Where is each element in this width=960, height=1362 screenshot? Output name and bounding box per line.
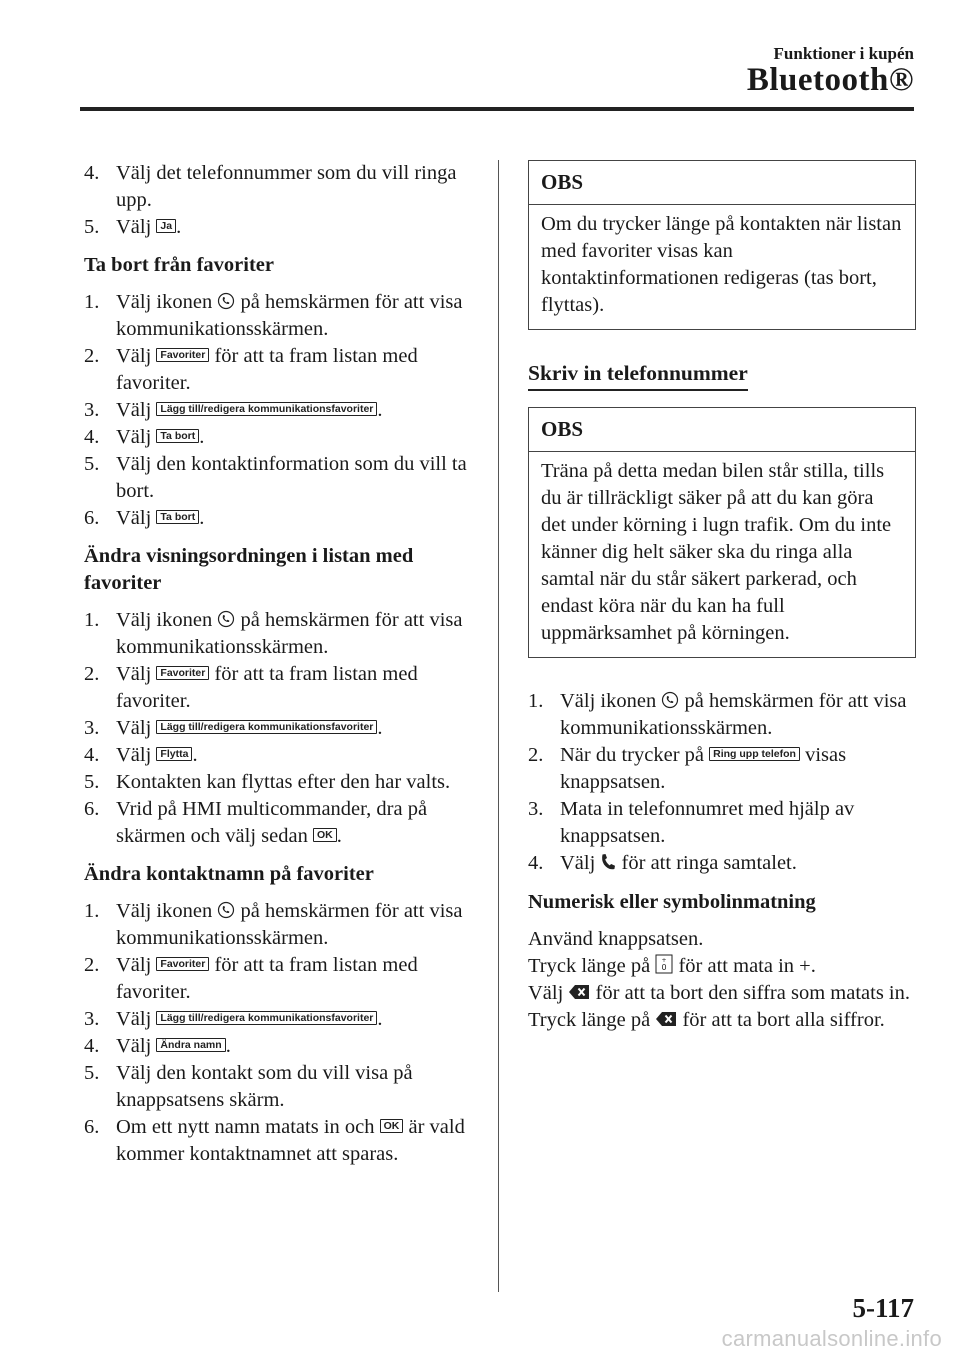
- svg-text:0: 0: [661, 963, 667, 972]
- step-number: 6.: [84, 798, 100, 820]
- step-text: visas knappsatsen.: [560, 744, 847, 793]
- note-text: Träna på detta medan bilen står stilla, tills du är tillräckligt säker på att du kan göra det under körning i lugn trafik. Om du inte känner dig helt säker ska du ringa alla samtal när du står säkert parkerad, och endast köra när du kan ha full uppmärksamhet på körningen.: [541, 460, 892, 644]
- ja-button: Ja: [156, 219, 176, 233]
- step-number: 1.: [528, 690, 544, 712]
- step: [528, 688, 916, 742]
- backspace-icon: [568, 983, 590, 1001]
- step-text: Välj: [116, 744, 152, 766]
- step: [84, 607, 476, 661]
- page-title: Bluetooth®: [746, 62, 914, 98]
- step-text: Välj ikonen: [116, 291, 213, 313]
- phone-circle-icon: [217, 610, 235, 628]
- phone-circle-icon: [217, 901, 235, 919]
- step-text: Välj: [116, 663, 152, 685]
- add-edit-favorites-button: Lägg till/redigera kommunikationsfavoriter: [156, 720, 377, 734]
- note-title: OBS: [529, 161, 915, 205]
- header-rule: [80, 107, 914, 111]
- paragraph: [528, 980, 916, 1007]
- step-number: 2.: [84, 663, 100, 685]
- note-box: [528, 407, 916, 658]
- step-text: på hemskärmen för att visa kommunikationsskärmen.: [116, 291, 463, 340]
- paragraph-text: Tryck länge på: [528, 955, 651, 977]
- step-number: 1.: [84, 609, 100, 631]
- step-text: Välj: [116, 507, 152, 529]
- column-divider: [498, 160, 499, 1292]
- step-number: 4.: [84, 162, 100, 184]
- step-text: När du trycker på: [560, 744, 705, 766]
- step-number: 2.: [528, 744, 544, 766]
- step: [84, 397, 476, 424]
- favoriter-button: Favoriter: [156, 348, 209, 362]
- step-text: Välj: [116, 399, 152, 421]
- watermark: carmanualsonline.info: [721, 1326, 942, 1351]
- step-number: 6.: [84, 507, 100, 529]
- step-text: .: [377, 399, 383, 421]
- favoriter-button: Favoriter: [156, 666, 209, 680]
- step-number: 4.: [84, 744, 100, 766]
- step-text: Välj: [116, 1035, 152, 1057]
- svg-text:+: +: [661, 957, 667, 964]
- step: [84, 424, 476, 451]
- step-text: Välj ikonen: [560, 690, 657, 712]
- step-text: Välj ikonen: [116, 609, 213, 631]
- paragraph-text: Välj: [528, 982, 564, 1004]
- step-text: .: [377, 717, 383, 739]
- section-heading-numeric: Numerisk eller symbolinmatning: [528, 891, 816, 913]
- step: [84, 769, 476, 796]
- step: [84, 715, 476, 742]
- add-edit-favorites-button: Lägg till/redigera kommunikationsfavoriter: [156, 1011, 377, 1025]
- step-number: 5.: [84, 771, 100, 793]
- step: [84, 451, 476, 505]
- paragraph-text: för att mata in +.: [678, 955, 816, 977]
- ok-button: OK: [380, 1119, 404, 1133]
- step-text: Välj: [116, 954, 152, 976]
- step-number: 5.: [84, 453, 100, 475]
- paragraph-text: för att ta bort den siffra som matats in.: [595, 982, 910, 1004]
- step-text: Välj: [116, 1008, 152, 1030]
- step: [84, 160, 476, 214]
- step: [84, 343, 476, 397]
- step-text: för att ringa samtalet.: [621, 852, 797, 874]
- step-text: Vrid på HMI multicommander, dra på skärmen och välj sedan: [116, 798, 428, 847]
- step-text: .: [192, 744, 198, 766]
- paragraph-text: Tryck länge på: [528, 1009, 651, 1031]
- step: [84, 214, 476, 241]
- andra-namn-button: Ändra namn: [156, 1038, 225, 1052]
- section-heading-phone-number: Skriv in telefonnummer: [528, 360, 748, 391]
- step-number: 4.: [84, 426, 100, 448]
- step-text: Välj: [116, 426, 152, 448]
- step-text: för att ta fram listan med favoriter.: [116, 663, 418, 712]
- step-number: 3.: [84, 717, 100, 739]
- step-number: 6.: [84, 1116, 100, 1138]
- step: [84, 952, 476, 1006]
- step-text: på hemskärmen för att visa kommunikationsskärmen.: [560, 690, 907, 739]
- step: [84, 1033, 476, 1060]
- flytta-button: Flytta: [156, 747, 192, 761]
- step-text: på hemskärmen för att visa kommunikationsskärmen.: [116, 900, 463, 949]
- ta-bort-button: Ta bort: [156, 429, 199, 443]
- step: [84, 1060, 476, 1114]
- step-number: 1.: [84, 900, 100, 922]
- paragraph: Använd knappsatsen.: [528, 928, 704, 950]
- step-number: 3.: [84, 399, 100, 421]
- phone-circle-icon: [661, 691, 679, 709]
- note-box: [528, 160, 916, 330]
- ok-button: OK: [313, 828, 337, 842]
- step-number: 5.: [84, 216, 100, 238]
- paragraph: [528, 953, 916, 980]
- paragraph-text: för att ta bort alla siffror.: [682, 1009, 885, 1031]
- step: [84, 796, 476, 850]
- step-number: 1.: [84, 291, 100, 313]
- right-column: [528, 160, 916, 1034]
- add-edit-favorites-button: Lägg till/redigera kommunikationsfavoriter: [156, 402, 377, 416]
- step-number: 3.: [84, 1008, 100, 1030]
- phone-handset-icon: [600, 853, 616, 871]
- step-text: .: [225, 1035, 231, 1057]
- step-text: .: [336, 825, 342, 847]
- step-number: 4.: [528, 852, 544, 874]
- favoriter-button: Favoriter: [156, 957, 209, 971]
- step-text: Välj: [116, 345, 152, 367]
- step-text: är vald kommer kontaktnamnet att sparas.: [116, 1116, 465, 1165]
- step-text: .: [199, 426, 205, 448]
- section-heading-remove: Ta bort från favoriter: [84, 254, 274, 276]
- step-text: Mata in telefonnumret med hjälp av knappsatsen.: [560, 798, 855, 847]
- step-text: Välj den kontakt som du vill visa på knappsatsens skärm.: [116, 1062, 413, 1111]
- step-number: 5.: [84, 1062, 100, 1084]
- section-heading-rename: Ändra kontaktnamn på favoriter: [84, 863, 374, 885]
- step-text: Om ett nytt namn matats in och: [116, 1116, 375, 1138]
- step-text: för att ta fram listan med favoriter.: [116, 954, 418, 1003]
- step-text: Välj: [560, 852, 596, 874]
- step-text: på hemskärmen för att visa kommunikationsskärmen.: [116, 609, 463, 658]
- ring-upp-telefon-button: Ring upp telefon: [709, 747, 800, 761]
- step-text: Välj det telefonnummer som du vill ringa upp.: [116, 162, 457, 211]
- step-text: Välj: [116, 216, 152, 238]
- step: [84, 505, 476, 532]
- step-text: .: [199, 507, 205, 529]
- step-text: Välj ikonen: [116, 900, 213, 922]
- step: [84, 661, 476, 715]
- step-text: .: [176, 216, 182, 238]
- step: [528, 742, 916, 796]
- step-text: Välj den kontaktinformation som du vill ta bort.: [116, 453, 467, 502]
- step: [84, 898, 476, 952]
- step: [84, 289, 476, 343]
- backspace-icon: [655, 1010, 677, 1028]
- zero-plus-key-icon: [655, 954, 673, 974]
- step-text: för att ta fram listan med favoriter.: [116, 345, 418, 394]
- step: [84, 742, 476, 769]
- step: [528, 796, 916, 850]
- step-text: .: [377, 1008, 383, 1030]
- section-heading-order: Ändra visningsordningen i listan med favoriter: [84, 545, 414, 594]
- step-number: 2.: [84, 954, 100, 976]
- section-label: Funktioner i kupén: [773, 44, 914, 63]
- step: [84, 1006, 476, 1033]
- step-number: 3.: [528, 798, 544, 820]
- step-text: Kontakten kan flyttas efter den har valts.: [116, 771, 451, 793]
- ta-bort-button: Ta bort: [156, 510, 199, 524]
- step-text: Välj: [116, 717, 152, 739]
- note-title: OBS: [529, 408, 915, 452]
- step-number: 2.: [84, 345, 100, 367]
- paragraph: [528, 1007, 916, 1034]
- phone-circle-icon: [217, 292, 235, 310]
- note-text: Om du trycker länge på kontakten när listan med favoriter visas kan kontaktinformationen redigeras (tas bort, flyttas).: [541, 213, 902, 316]
- step-number: 4.: [84, 1035, 100, 1057]
- step: [84, 1114, 476, 1168]
- left-column: [84, 160, 476, 1168]
- step: [528, 850, 916, 877]
- page-number: 5-117: [852, 1293, 914, 1323]
